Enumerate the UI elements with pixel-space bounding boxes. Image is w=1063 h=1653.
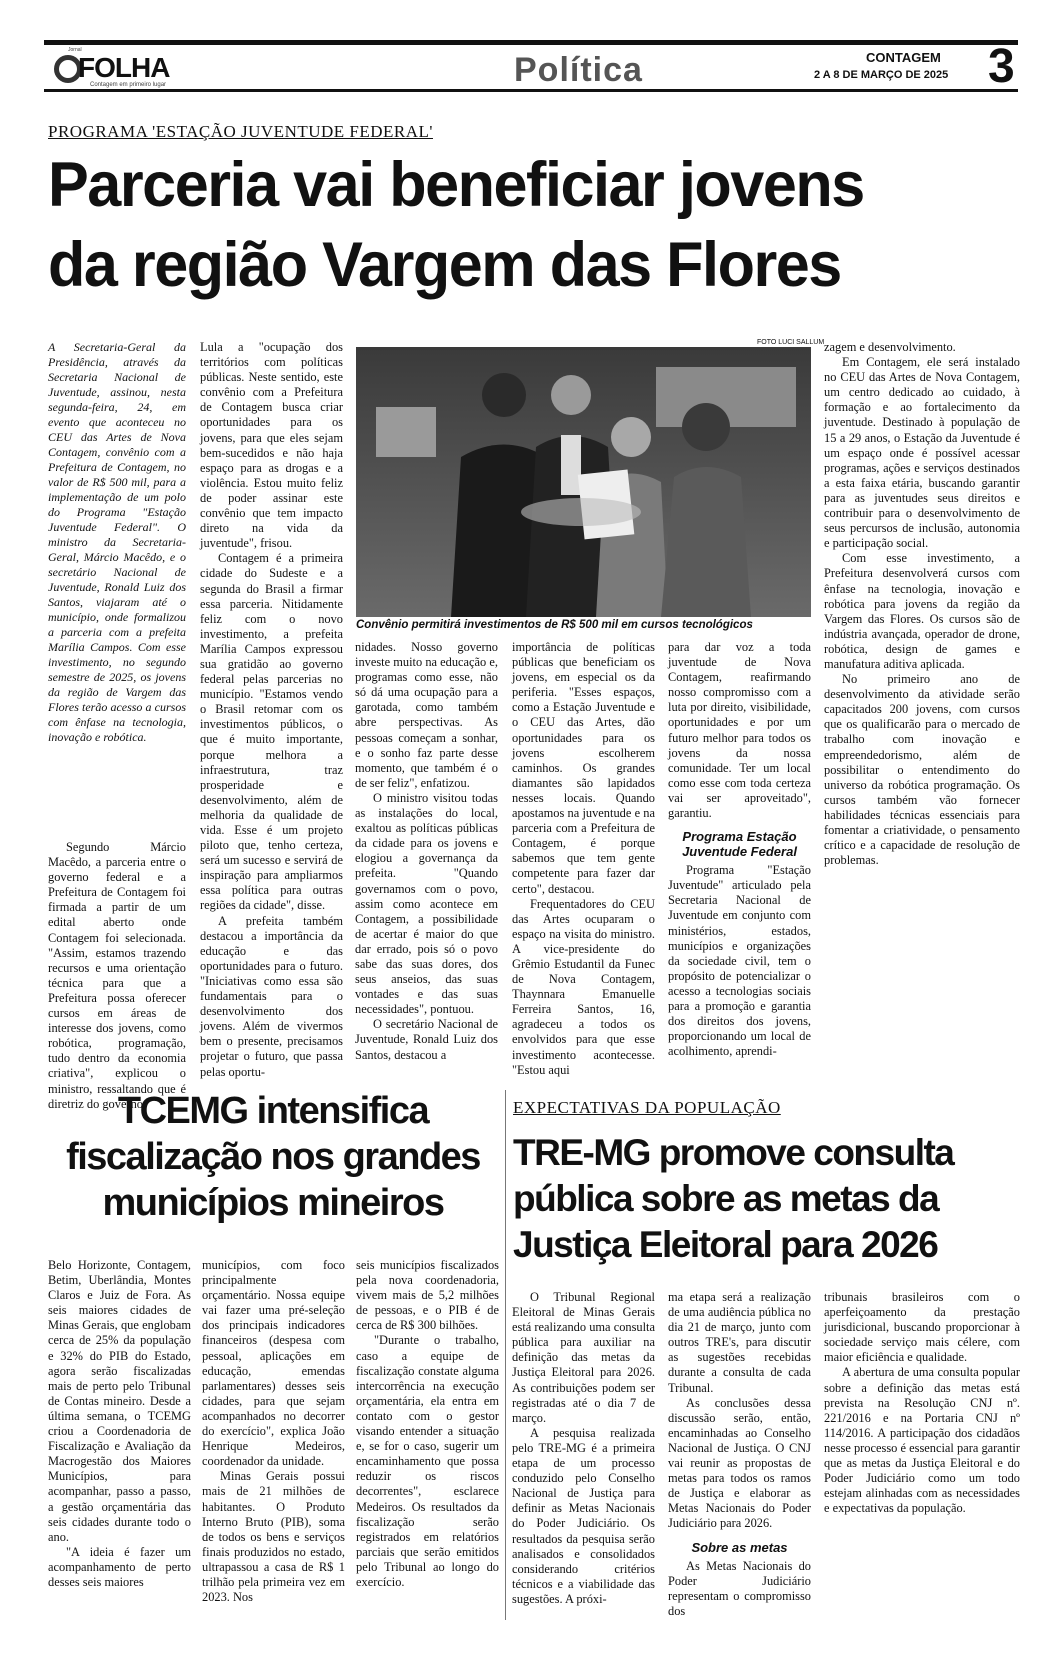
tcemg-paragraph: municípios, com foco principalmente orçamentário. Nossa equipe vai fazer uma pré-seleção dos principais indicadores financeiros (despesa com pessoal, aplicações em educação, emendas parlamentares) desses seis cidades, para que sejam acompanhados no decorrer do exercício", explica João Henrique Medeiros, coordenador da unidade.: [202, 1258, 345, 1469]
tre-paragraph: A pesquisa realizada pelo TRE-MG é a primeira etapa de um processo conduzido pelo Conselho Nacional de Justiça para definir as Metas Nacionais do Poder Judiciário. Os resultados da pesquisa serão analisados e consolidados considerando critérios técnicos e a viabilidade das sugestões. A próxi-: [512, 1425, 655, 1606]
ceremony-photo[interactable]: [356, 347, 811, 617]
main-col-1-lead: [48, 340, 186, 745]
tre-kicker: EXPECTATIVAS DA POPULAÇÃO: [513, 1098, 781, 1117]
main-col-6: [824, 340, 1020, 868]
main-paragraph: Com esse investimento, a Prefeitura desenvolverá cursos com ênfase na tecnologia, inovação e robótica para jovens da região da Vargem das Flores. Os cursos são de indústria avançada, operador de drone, robótica, design de games e manufatura aditiva aplicada.: [824, 551, 1020, 671]
main-col-4: [512, 640, 655, 1078]
main-paragraph: Contagem é a primeira cidade do Sudeste e a segunda do Brasil a firmar essa parceria. Nitidamente feliz com o novo investimento, a prefeita Marília Campos expressou sua gratidão ao governo federal pelas parcerias no município. "Estamos vendo o Brasil retomar com os investimentos públicos, o que é muito importante, porque melhora a infraestrutura, traz prosperidade e desenvolvimento, além de melhoria da qualidade de vida. Esse é um projeto piloto que, tenho certeza, será um sucesso e servirá de inspiração para ampliarmos essa política para outras regiões da cidade", disse.: [200, 551, 343, 913]
logo-wordmark: FOLHA: [78, 52, 170, 83]
photo-illustration: [356, 347, 811, 617]
tcemg-col-1: [48, 1258, 191, 1590]
main-headline: [48, 145, 994, 305]
main-paragraph: No primeiro ano de desenvolvimento da atividade serão capacitados 200 jovens, com cursos que os qualificarão para o mercado de trabalho com inovação e empreendedorismo, além de possibilitar o entendimento do universo da robótica programação. Os cursos também vão fornecer habilidades técnicas essenciais para fomentar a criatividade, o pensamento crítico e a capacidade de resolução de problemas.: [824, 672, 1020, 868]
main-subhead: Programa Estação Juventude Federal: [682, 829, 797, 860]
main-paragraph: nidades. Nosso governo investe muito na educação e, programas como esse, não só dá uma ocupação para a garotada, como também abre perspectivas. As pessoas começam a sonhar, e o sonho faz parte desse momento, que também é o de ser feliz", enfatizou.: [355, 640, 498, 790]
tcemg-paragraph: "Durante o trabalho, caso a equipe de fiscalização constate alguma intercorrência na execução orçamentária, ela entra em contato com o gestor visando entender a situação e, se for o caso, sugerir um encaminhamento que possa reduzir os riscos decorrentes", esclarece Medeiros. Os resultados da fiscalização serão registrados em relatórios parciais que serão emitidos pelo Tribunal ao longo do exercício.: [356, 1333, 499, 1589]
tre-paragraph: ma etapa será a realização de uma audiência pública no dia 21 de março, junto com outros TRE's, para discutir as sugestões recebidas durante a consulta de cada Tribunal.: [668, 1290, 811, 1395]
main-paragraph: zagem e desenvolvimento.: [824, 340, 956, 354]
tre-headline: TRE-MG promove consulta pública sobre as metas da Justiça Eleitoral para 2026: [513, 1132, 954, 1265]
tre-subhead: Sobre as metas: [691, 1539, 788, 1555]
main-paragraph: para dar voz a toda juventude de Nova Contagem, reafirmando nosso compromisso com a luta por direito, visibilidade, oportunidades e por um futuro melhor para todos os jovens da nossa comunidade. Ter um local como esse com toda certeza vai ser aproveitado", garantiu.: [668, 640, 811, 821]
tre-col-1: [512, 1290, 655, 1607]
main-headline-line-1: Parceria vai beneficiar jovens: [48, 150, 864, 220]
main-paragraph: O secretário Nacional de Juventude, Ronald Luiz dos Santos, destacou a: [355, 1017, 498, 1062]
masthead: [44, 40, 1018, 92]
photo-caption: Convênio permitirá investimentos de R$ 500 mil em cursos tecnológicos: [356, 619, 753, 631]
logo-small-text: Jornal: [68, 47, 82, 53]
tre-paragraph: A abertura de uma consulta popular sobre a definição das metas está prevista na Resolução CNJ nº. 221/2016 e na Portaria CNJ nº 114/2016. A participação dos cidadãos nesse processo é essencial para garantir que as metas da Justiça Eleitoral e do Poder Judiciário como um todo estejam alinhadas com as necessidades e expectativas da população.: [824, 1365, 1020, 1516]
tre-paragraph: As conclusões dessa discussão serão, então, encaminhadas ao Conselho Nacional de Justiça. O CNJ vai reunir as propostas de metas para todos os ramos de Justiça e elaborar as Metas Nacionais do Poder Judiciário para 2026.: [668, 1395, 811, 1531]
main-kicker: PROGRAMA 'ESTAÇÃO JUVENTUDE FEDERAL': [48, 122, 433, 141]
main-paragraph: Segundo Márcio Macêdo, a parceria entre o governo federal e a Prefeitura de Contagem foi firmada a partir de um edital aberto onde Contagem foi selecionada. "Assim, estamos trazendo recursos e uma orientação técnica para que a Prefeitura possa oferecer cursos em áreas de interesse dos jovens, como robótica, programação, tudo dentro da economia criativa", explicou o ministro, ressaltando que é diretriz do governo: [48, 840, 186, 1111]
main-paragraph: O ministro visitou todas as instalações do local, exaltou as políticas públicas da cidade para os jovens e elogiou a governança da prefeita. "Quando governamos com o povo, assim como acontece em Contagem, a possibilidade de acertar é maior do que dar errado, pois só o povo sabe das suas dores, dos seus anseios, das suas vontades e das suas necessidades", pontuou.: [355, 790, 498, 1017]
tre-paragraph: O Tribunal Regional Eleitoral de Minas Gerais está realizando uma consulta pública para auxiliar na definição das metas da Justiça Eleitoral para 2026. As contribuições podem ser registradas até o dia 7 de março.: [512, 1290, 655, 1425]
main-paragraph: Lula a "ocupação dos territórios com políticas públicas. Neste sentido, este convênio com a Prefeitura de Contagem busca criar oportunidades para os jovens, para que eles sejam bem-sucedidos e não haja espaço para as drogas e a violência. Estou muito feliz de poder assinar este convênio que tem impacto direto na vida da juventude", frisou.: [200, 340, 343, 551]
tcemg-paragraph: Belo Horizonte, Contagem, Betim, Uberlândia, Montes Claros e Juiz de Fora. As seis maiores cidades de Minas Gerais, que englobam cerca de 25% da população e 32% do PIB do Estado, agora serão fiscalizadas mais de perto pelo Tribunal de Contas mineiro. Desde a última semana, o TCEMG criou a Coordenadoria de Fiscalização e Avaliação da Macrogestão dos Maiores Municípios, para acompanhar, passo a passo, a gestão orçamentária das seis cidades durante todo o ano.: [48, 1258, 191, 1544]
tcemg-paragraph: Minas Gerais possui mais de 21 milhões de habitantes. O Produto Interno Bruto (PIB), soma de todos os bens e serviços finais produzidos no estado, ultrapassou a casa de R$ 1 trilhão pela primeira vez em 2023. Nos: [202, 1469, 345, 1605]
tre-paragraph: As Metas Nacionais do Poder Judiciário representam o compromisso dos: [668, 1558, 811, 1618]
main-paragraph: A prefeita também destacou a importância da educação e das oportunidades para o futuro. "Iniciativas como essa são fundamentais para o desenvolvimento dos jovens. Além de vivermos bem o presente, precisamos projetar o futuro, que passa pelas oportu-: [200, 913, 343, 1079]
tcemg-paragraph: "A ideia é fazer um acompanhamento de perto desses seis maiores: [48, 1544, 191, 1589]
main-headline-line-2: da região Vargem das Flores: [48, 230, 841, 300]
tcemg-col-2: [202, 1258, 345, 1605]
edition-city: CONTAGEM: [866, 50, 941, 65]
tcemg-col-3: [356, 1258, 499, 1590]
main-col-5: [668, 640, 811, 1059]
tcemg-headline: TCEMG intensifica fiscalização nos grandes municípios mineiros: [66, 1090, 480, 1224]
column-divider: [505, 1090, 506, 1620]
main-col-1: [48, 840, 186, 1112]
section-title: Política: [514, 51, 643, 89]
page-number: 3: [988, 40, 1015, 93]
main-paragraph: Frequentadores do CEU das Artes ocuparam o espaço na visita do ministro. A vice-presidente do Grêmio Estudantil da Funec de Nova Contagem, Thaynnara Emanuelle Ferreira Santos, 16, agradeceu a todos os envolvidos para que esse investimento acontecesse. "Estou aqui: [512, 896, 655, 1077]
main-col-3: [355, 640, 498, 1063]
main-paragraph: importância de políticas públicas que beneficiam os jovens, em especial os da periferia. "Esses espaços, como a Estação Juventude e o CEU das Artes, dão oportunidades para os jovens escolherem caminhos. Os grandes diamantes são lapidados nesses locais. Quando apostamos na juventude e na parceria com a Prefeitura de Contagem, é porque sabemos que tem gente competente para fazer dar certo", destacou.: [512, 640, 655, 896]
main-col-2: [200, 340, 343, 1080]
tre-paragraph: tribunais brasileiros com o aperfeiçoamento da prestação jurisdicional, buscando proporcionar à sociedade serviço mais célere, com maior eficiência e qualidade.: [824, 1290, 1020, 1365]
newspaper-logo[interactable]: [54, 49, 204, 89]
tre-col-3: [824, 1290, 1020, 1516]
edition-date: 2 A 8 DE MARÇO DE 2025: [814, 69, 949, 81]
tre-col-2: [668, 1290, 811, 1619]
main-paragraph: Programa "Estação Juventude" articulado pela Secretaria Nacional de Juventude em conjunto com ministérios, estados, municípios e organizações da sociedade civil, tem o propósito de potencializar o acesso a tecnologias sociais para a promoção e garantia dos direitos dos jovens, proporcionando um local de acolhimento, aprendi-: [668, 863, 811, 1059]
tcemg-paragraph: seis municípios fiscalizados pela nova coordenadoria, vivem mais de 5,2 milhões de pessoas, e o PIB é de cerca de R$ 300 bilhões.: [356, 1258, 499, 1333]
main-lead-paragraph: A Secretaria-Geral da Presidência, através da Secretaria Nacional de Juventude, assinou, nesta segunda-feira, 24, em evento que aconteceu no CEU das Artes de Nova Contagem, convênio com a Prefeitura de Contagem, no valor de R$ 500 mil, para a implementação de um polo do Programa "Estação Juventude Federal". O ministro da Secretaria-Geral, Márcio Macêdo, e o secretário Nacional de Juventude, Ronald Luiz dos Santos, viajaram até o município, onde formalizou a parceria com a prefeita Marília Campos. Com esse investimento, no segundo semestre de 2025, os jovens da região de Vargem das Flores terão acesso a cursos com ênfase na tecnologia, inovação e robótica.: [48, 340, 186, 744]
logo-tagline: Contagem em primeiro lugar: [90, 82, 167, 88]
main-paragraph: Em Contagem, ele será instalado no CEU das Artes de Nova Contagem, um centro dedicado ao cuidado, à formação e ao fortalecimento da juventude. Destinado à população de 15 a 29 anos, o Estação da Juventude é um espaço onde é possível acessar programas, ações e serviços destinados a esta faixa etária, buscando garantir para as juventudes seus direitos e contribuir para o desenvolvimento de seus percursos de inclusão, autonomia e participação social.: [824, 355, 1020, 551]
photo-credit: FOTO LUCI SALLUM: [757, 339, 825, 346]
